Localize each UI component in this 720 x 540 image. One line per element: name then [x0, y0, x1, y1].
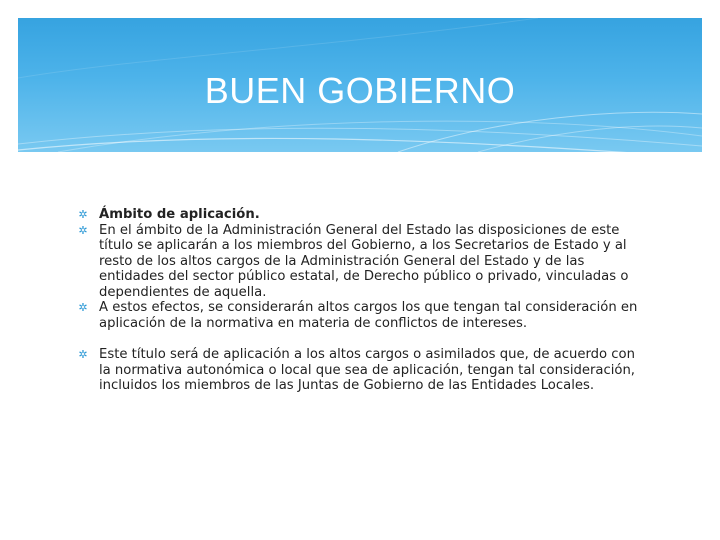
asterisk-bullet-icon: ✲	[78, 223, 88, 237]
asterisk-bullet-icon: ✲	[78, 301, 88, 314]
asterisk-bullet-icon: ✲	[78, 208, 88, 221]
slide-title: BUEN GOBIERNO	[204, 70, 516, 111]
title-banner	[18, 18, 702, 152]
list-item-text: Este título será de aplicación a los altos cargos o asimilados que, de acuerdo con la normativa autonómica o local que sea de aplicación, tengan tal consideración, incluidos los miembros de las Juntas de Gobierno de las Entidades Locales.	[99, 347, 635, 393]
list-item	[76, 207, 646, 223]
list-item-text: A estos efectos, se considerarán altos cargos los que tengan tal consideración en aplicación de la normativa en materia de conflictos de intereses.	[99, 300, 638, 331]
bullet-list	[76, 207, 646, 394]
list-item-text: Ámbito de aplicación.	[99, 207, 260, 222]
list-item	[76, 347, 646, 394]
list-item	[76, 300, 646, 331]
list-item-text: En el ámbito de la Administración General del Estado las disposiciones de este título se aplicarán a los miembros del Gobierno, a los Secretarios de Estado y al resto de los altos cargos de la Administración General del Estado y de las entidades del sector público estatal, de Derecho público o privado, vinculadas o dependientes de aquella.	[99, 222, 629, 300]
asterisk-bullet-icon: ✲	[78, 348, 88, 361]
list-item	[76, 223, 646, 301]
